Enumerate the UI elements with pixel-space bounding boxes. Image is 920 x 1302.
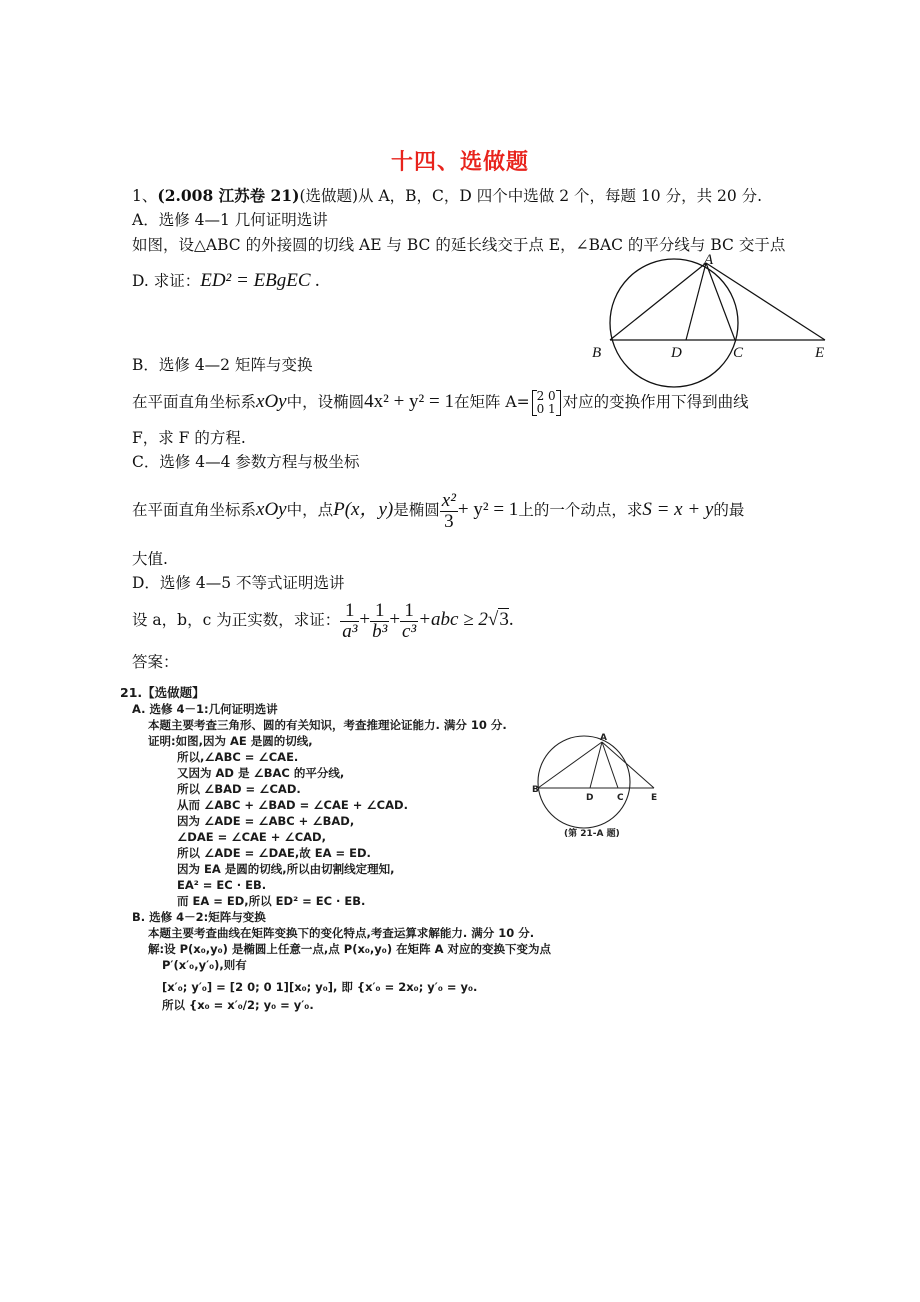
c-text-post: 的最 — [713, 501, 745, 519]
answer-header: 21.【选做题】 — [120, 685, 205, 700]
answer-a-line-10: 而 EA = ED,所以 ED² = EC · EB. — [177, 894, 366, 908]
line-ae — [706, 263, 825, 340]
c-frac-den: 3 — [440, 511, 458, 532]
section-d-heading: D．选修 4—5 不等式证明选讲 — [132, 574, 345, 592]
answer-b-heading: B. 选修 4－2:矩阵与变换 — [132, 910, 266, 924]
answer-a-line-0: 证明:如图,因为 AE 是圆的切线, — [148, 734, 313, 748]
section-a-text1: 如图，设△ABC 的外接圆的切线 AE 与 BC 的延长线交于点 E，∠BAC 的平分线与 BC 交于点 — [132, 236, 786, 254]
line-ad — [686, 263, 706, 340]
d-f3d: c³ — [402, 620, 417, 642]
section-b-heading: B．选修 4—2 矩阵与变换 — [132, 356, 313, 374]
answer-a-line-1: 所以,∠ABC = ∠CAE. — [177, 750, 299, 764]
q1-number: 1、 — [132, 187, 158, 205]
d-end: . — [508, 609, 514, 630]
answer-a-line-8: 因为 EA 是圆的切线,所以由切割线定理知, — [177, 862, 395, 876]
answer-label-b: B — [532, 785, 539, 795]
answer-a-line-4: 从而 ∠ABC + ∠BAD = ∠CAE + ∠CAD. — [177, 798, 408, 812]
d-tail: +abc ≥ 2 — [418, 609, 488, 630]
section-a-formula: ED² = EBgEC . — [200, 270, 321, 291]
section-c-text1 — [132, 487, 744, 533]
b-text-mid: 中，设椭圆 — [286, 393, 365, 411]
page-title: 十四、选做题 — [390, 150, 529, 175]
d-sqrt: 3 — [499, 609, 509, 630]
q1-source: (2.008 江苏卷 21) — [157, 186, 300, 205]
d-f1n: 1 — [345, 599, 355, 621]
c-text-mid: 中，点 — [286, 501, 334, 519]
section-a-prefix: D. 求证： — [132, 272, 201, 290]
label-b: B — [592, 345, 602, 361]
answer-a-line-3: 所以 ∠BAD = ∠CAD. — [177, 782, 301, 796]
answer-line-ab — [538, 742, 602, 788]
matrix-row1: 2 0 — [536, 389, 556, 403]
b-ellipse: 4x² + y² = 1 — [364, 391, 454, 412]
answer-block — [120, 680, 692, 1020]
c-fraction — [440, 491, 458, 532]
answer-label-e: E — [651, 793, 658, 803]
answer-a-heading: A. 选修 4－1:几何证明选讲 — [132, 702, 278, 716]
answer-fig-caption: (第 21-A 题) — [564, 829, 620, 839]
answer-a-line-5: 因为 ∠ADE = ∠ABC + ∠BAD, — [177, 814, 355, 828]
answer-a-line-2: 又因为 AD 是 ∠BAC 的平分线, — [177, 766, 345, 780]
label-c: C — [733, 345, 744, 361]
circumcircle — [610, 259, 738, 387]
section-a-text2 — [132, 270, 320, 292]
section-c-text2: 大值. — [132, 550, 168, 568]
c-text-pre: 在平面直角坐标系 — [132, 501, 257, 519]
section-c-heading: C．选修 4—4 参数方程与极坐标 — [132, 453, 360, 471]
d-frac2 — [370, 601, 389, 642]
b-text-post: 对应的变换作用下得到曲线 — [562, 393, 749, 411]
d-f2d: b³ — [372, 620, 388, 642]
b-text-pre: 在平面直角坐标系 — [132, 393, 257, 411]
section-b-text1 — [132, 390, 749, 416]
b-xoy: xOy — [256, 391, 287, 412]
section-b-text2: F，求 F 的方程. — [132, 429, 246, 447]
d-frac3 — [400, 601, 418, 642]
matrix-row2: 0 1 — [536, 402, 556, 416]
answer-a-line-7: 所以 ∠ADE = ∠DAE,故 EA = ED. — [177, 846, 371, 860]
label-d: D — [671, 345, 682, 361]
answer-label-a: A — [600, 733, 607, 743]
d-frac1 — [340, 601, 359, 642]
answer-figure — [532, 720, 682, 840]
line-ac — [706, 263, 735, 340]
answer-b-eq1: [x′₀; y′₀] = [2 0; 0 1][x₀; y₀], 即 {x′₀ = 2x₀; y′₀ = y₀. — [162, 980, 478, 994]
answer-a-line-9: EA² = EC · EB. — [177, 878, 267, 892]
d-f2n: 1 — [374, 599, 385, 621]
d-f1d: a³ — [342, 620, 358, 642]
question-1 — [132, 185, 762, 207]
c-xoy: xOy — [256, 499, 287, 520]
answer-label-c: C — [617, 793, 624, 803]
label-a: A — [704, 252, 714, 268]
answer-b-eq2: 所以 {x₀ = x′₀/2; y₀ = y′₀. — [162, 998, 314, 1012]
c-eq-tail: + y² = 1 — [457, 499, 519, 520]
label-e: E — [815, 345, 825, 361]
d-f3n: 1 — [404, 599, 414, 621]
b-text-mid2: 在矩阵 A= — [453, 393, 530, 411]
d-text-pre: 设 a，b，c 为正实数，求证： — [132, 611, 341, 629]
q1-text: (选做题)从 A，B，C，D 四个中选做 2 个，每题 10 分，共 20 分. — [299, 187, 763, 205]
c-frac-num: x² — [441, 489, 456, 511]
answer-b-line2: P′(x′₀,y′₀),则有 — [162, 958, 247, 972]
answer-b-line1: 解:设 P(x₀,y₀) 是椭圆上任意一点,点 P(x₀,y₀) 在矩阵 A 对应的变换下变为点 — [148, 942, 551, 956]
section-a-heading: A．选修 4—1 几何证明选讲 — [132, 211, 328, 229]
circle-tangent-figure — [585, 250, 835, 395]
matrix-a — [532, 390, 561, 416]
answer-b-intro: 本题主要考查曲线在矩阵变换下的变化特点,考查运算求解能力. 满分 10 分. — [148, 926, 535, 940]
c-s-expr: S = x + y — [642, 499, 714, 520]
answer-label-d: D — [586, 793, 594, 803]
c-text-mid3: 上的一个动点，求 — [518, 501, 643, 519]
answer-a-line-6: ∠DAE = ∠CAE + ∠CAD, — [177, 830, 326, 844]
c-text-mid2: 是椭圆 — [393, 501, 440, 519]
line-ab — [610, 263, 706, 340]
c-point: P(x，y) — [333, 499, 394, 520]
answer-label: 答案： — [132, 653, 179, 671]
answer-a-intro: 本题主要考查三角形、圆的有关知识，考查推理论证能力. 满分 10 分. — [148, 718, 507, 732]
section-d-text1: 设 a，b，c 为正实数，求证： $\frac{1}{\text{a³}}$ + $\frac{1}{\text{b³}}$ + $\frac{1}{\text{c³}}$ +abc ≥ 2√3. — [132, 599, 514, 642]
